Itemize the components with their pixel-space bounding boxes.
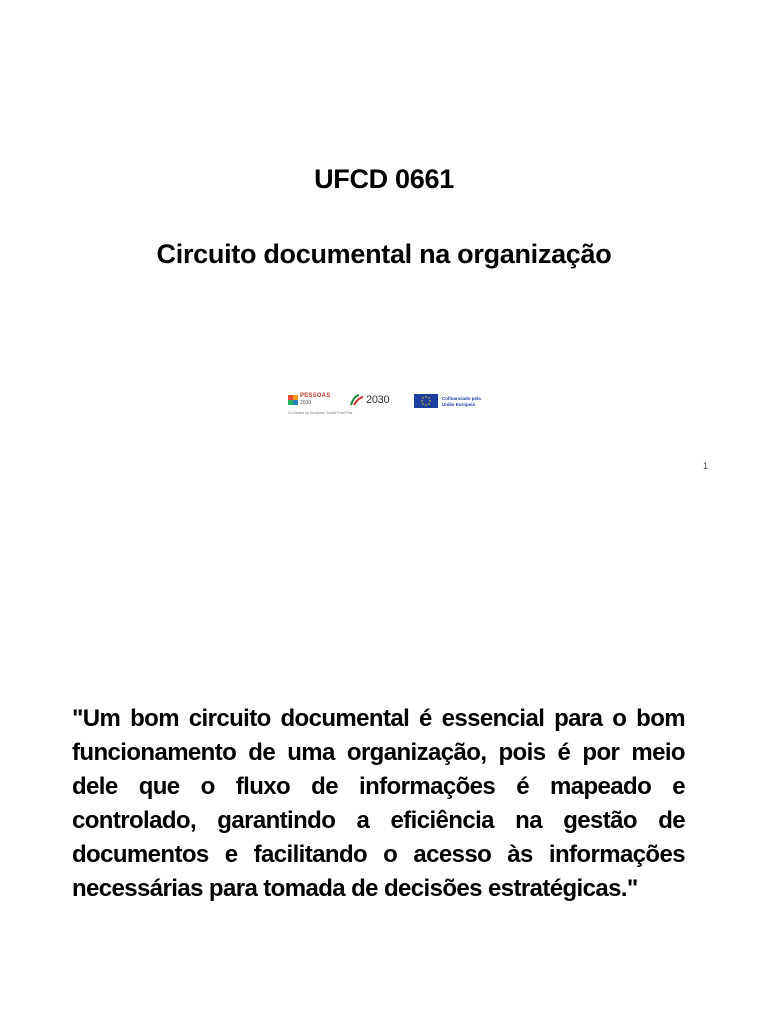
eu-logo-line2: União Europeia [442, 402, 476, 407]
pessoas-logo-name: PESSOAS [300, 393, 331, 399]
pessoas-2030-logo [288, 392, 348, 410]
portugal-2030-logo [350, 392, 400, 410]
quote-paragraph: "Um bom circuito documental é essencial para o bom funcionamento de uma organização, pois é por meio dele que o fluxo de informações é mapeado e controlado, garantindo a eficiência na gestão de documentos e facilitando o acesso às informações necessárias para tomada de decisões estratégicas." [72, 705, 685, 902]
portugal-flag-icon [350, 394, 364, 406]
pessoas-logo-sub: 2030 [300, 400, 312, 406]
pt2030-label: 2030 [366, 394, 390, 406]
eu-flag-icon [414, 394, 438, 408]
funding-logos [288, 390, 498, 420]
page-title: Circuito documental na organização [156, 239, 612, 269]
module-code: UFCD 0661 [314, 164, 454, 194]
page-number: 1 [703, 461, 709, 471]
eu-logo-line1: Cofinanciado pela [442, 396, 481, 401]
fse-caption: Co-funded by European Social Fund Plus [288, 411, 353, 415]
eu-cofunded-logo [414, 394, 498, 410]
pessoas-mark-icon [288, 395, 298, 405]
